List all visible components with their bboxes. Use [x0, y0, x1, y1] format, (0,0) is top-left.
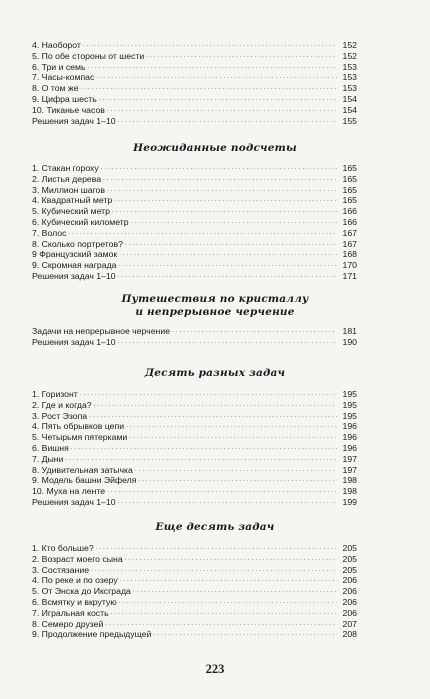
dot-leader [125, 421, 337, 432]
toc-entry [32, 271, 357, 282]
entry-title: 7. Игральная кость [32, 607, 109, 618]
toc-entry [32, 543, 357, 554]
entry-title: 8. Сколько портретов? [32, 238, 123, 249]
toc-entry [32, 337, 357, 348]
entry-page: 195 [342, 410, 357, 421]
toc-section-crystal-travel [32, 326, 357, 348]
entry-title: 1. Горизонт [32, 389, 78, 399]
entry-title: 2. Листья дерева [32, 173, 102, 184]
entry-title: 8. Семеро друзей [32, 618, 104, 629]
entry-page: 206 [342, 596, 357, 607]
entry-page: 196 [342, 432, 357, 443]
entry-title: 1. Кто больше? [32, 543, 94, 553]
entry-page: 205 [342, 553, 357, 564]
entry-title: 6. Три и семь [32, 61, 86, 72]
entry-page: 165 [342, 163, 357, 173]
dot-leader [79, 389, 337, 400]
entry-page: 208 [342, 629, 357, 640]
entry-title: 5. Кубический метр [32, 206, 110, 217]
dot-leader [64, 454, 337, 465]
dot-leader [67, 228, 337, 239]
dot-leader [118, 249, 337, 260]
entry-page: 196 [342, 421, 357, 432]
entry-page: 165 [342, 195, 357, 206]
entry-page: 199 [342, 496, 357, 507]
entry-title: 1. Стакан гороху [32, 163, 99, 173]
dot-leader [117, 260, 337, 271]
entry-page: 197 [342, 453, 357, 464]
dot-leader [117, 337, 337, 348]
dot-leader [117, 497, 337, 508]
dot-leader [93, 400, 337, 411]
entry-title: 9. Модель башни Эйфеля [32, 475, 137, 486]
toc-section-ten-more-problems [32, 543, 357, 640]
entry-page: 153 [342, 61, 357, 72]
dot-leader [130, 217, 337, 228]
entry-page: 206 [342, 575, 357, 586]
toc-entry [32, 586, 357, 597]
toc-entry [32, 443, 357, 454]
entry-title: 7. Часы-компас [32, 72, 95, 83]
toc-entry [32, 195, 357, 206]
toc-entry [32, 629, 357, 640]
dot-leader [95, 72, 337, 83]
section-heading: Неожиданные подсчеты [133, 142, 297, 154]
dot-leader [95, 543, 337, 554]
entry-title: 6. Всмятку и вкрутую [32, 596, 117, 607]
entry-title: 9. Цифра шесть [32, 93, 97, 104]
entry-title: 3. Состязание [32, 564, 90, 575]
toc-entry [32, 116, 357, 127]
dot-leader [111, 206, 337, 217]
entry-page: 181 [342, 326, 357, 336]
toc-entry [32, 486, 357, 497]
entry-title: 4. Пять обрывков цепи [32, 421, 125, 432]
toc-entry [32, 228, 357, 239]
entry-page: 167 [342, 227, 357, 238]
dot-leader [106, 185, 337, 196]
dot-leader [104, 619, 337, 630]
dot-leader [119, 575, 337, 586]
entry-page: 196 [342, 442, 357, 453]
entry-page: 152 [342, 40, 357, 50]
toc-entry [32, 163, 357, 174]
toc-section-continued [32, 40, 357, 126]
dot-leader [88, 411, 337, 422]
dot-leader [102, 174, 337, 185]
entry-title: 3. Миллион шагов [32, 184, 106, 195]
entry-title: 3. Рост Эзопа [32, 410, 88, 421]
toc-entry [32, 475, 357, 486]
dot-leader [106, 486, 337, 497]
entry-title: 10. Тиканье часов [32, 104, 105, 115]
entry-page: 152 [342, 50, 357, 61]
dot-leader [134, 465, 337, 476]
entry-page: 190 [342, 336, 357, 347]
dot-leader [152, 629, 337, 640]
entry-title: 8. О том же [32, 83, 79, 94]
toc-entry [32, 454, 357, 465]
toc-entry [32, 400, 357, 411]
toc-entry [32, 51, 357, 62]
entry-page: 205 [342, 543, 357, 553]
entry-page: 166 [342, 206, 357, 217]
entry-page: 198 [342, 486, 357, 497]
entry-title: 5. По обе стороны от шести [32, 50, 145, 61]
toc-entry [32, 432, 357, 443]
entry-page: 195 [342, 399, 357, 410]
entry-page: 170 [342, 260, 357, 271]
entry-page: 207 [342, 618, 357, 629]
entry-title: Решения задач 1–10 [32, 336, 116, 347]
toc-entry [32, 597, 357, 608]
entry-title: 4. Наоборот [32, 40, 81, 50]
dot-leader [82, 40, 337, 51]
entry-title: 7. Волос [32, 227, 67, 238]
entry-title: 5. Четырьмя пятерками [32, 432, 128, 443]
section-heading [0, 293, 430, 319]
entry-page: 166 [342, 216, 357, 227]
dot-leader [87, 62, 337, 73]
dot-leader [145, 51, 337, 62]
toc-entry [32, 565, 357, 576]
dot-leader [124, 239, 337, 250]
section-heading: Десять разных задач [144, 367, 286, 379]
entry-page: 153 [342, 72, 357, 83]
entry-title: 10. Муха на ленте [32, 486, 106, 497]
entry-title: 5. От Энска до Икcграда [32, 586, 131, 597]
dot-leader [80, 83, 337, 94]
dot-leader [90, 565, 337, 576]
toc-entry [32, 174, 357, 185]
entry-page: 165 [342, 173, 357, 184]
toc-entry [32, 619, 357, 630]
toc-entry [32, 206, 357, 217]
dot-leader [117, 271, 337, 282]
toc-entry [32, 185, 357, 196]
entry-title: 2. Возраст моего сына [32, 553, 123, 564]
toc-entry [32, 260, 357, 271]
toc-entry [32, 465, 357, 476]
entry-title: 7. Дыни [32, 453, 64, 464]
entry-title: Решения задач 1–10 [32, 115, 116, 126]
entry-page: 154 [342, 104, 357, 115]
toc-entry [32, 497, 357, 508]
dot-leader [70, 443, 337, 454]
toc-entry [32, 239, 357, 250]
entry-title: Решения задач 1–10 [32, 496, 116, 507]
entry-title: Решения задач 1–10 [32, 270, 116, 281]
dot-leader [113, 195, 337, 206]
entry-page: 206 [342, 607, 357, 618]
dot-leader [137, 475, 337, 486]
toc-entry [32, 62, 357, 73]
toc-entry [32, 411, 357, 422]
toc-entry [32, 94, 357, 105]
dot-leader [110, 608, 337, 619]
section-heading-line: Путешествия по кристаллу [121, 293, 309, 305]
toc-entry [32, 105, 357, 116]
entry-page: 168 [342, 249, 357, 260]
entry-title: 2. Где и когда? [32, 399, 92, 410]
toc-entry [32, 389, 357, 400]
entry-page: 197 [342, 464, 357, 475]
entry-title: 6. Кубический километр [32, 216, 129, 227]
dot-leader [100, 163, 337, 174]
toc-entry [32, 217, 357, 228]
entry-page: 155 [342, 115, 357, 126]
dot-leader [171, 326, 337, 337]
toc-entry [32, 83, 357, 94]
dot-leader [106, 105, 337, 116]
entry-page: 153 [342, 83, 357, 94]
entry-page: 198 [342, 475, 357, 486]
entry-page: 205 [342, 564, 357, 575]
toc-entry [32, 421, 357, 432]
entry-page: 165 [342, 184, 357, 195]
toc-section-unexpected-counts [32, 163, 357, 282]
toc-entry [32, 40, 357, 51]
section-heading: Еще десять задач [155, 521, 275, 533]
toc-entry [32, 326, 357, 337]
entry-page: 154 [342, 93, 357, 104]
dot-leader [98, 94, 337, 105]
entry-page: 195 [342, 389, 357, 399]
toc-entry [32, 575, 357, 586]
dot-leader [128, 432, 337, 443]
toc-entry [32, 72, 357, 83]
entry-page: 206 [342, 586, 357, 597]
section-heading-line: и непрерывное черчение [135, 306, 295, 318]
entry-page: 171 [342, 270, 357, 281]
dot-leader [118, 597, 337, 608]
entry-title: 4. По реке и по озеру [32, 575, 118, 586]
page-number: 223 [205, 662, 225, 676]
entry-title: 4. Квадратный метр [32, 195, 113, 206]
entry-page: 167 [342, 238, 357, 249]
entry-title: 6. Вишня [32, 442, 69, 453]
entry-title: 9. Скромная награда [32, 260, 117, 271]
entry-title: 9. Продолжение предыдущей [32, 629, 152, 640]
entry-title: Задачи на непрерывное черчение [32, 326, 171, 336]
toc-entry [32, 554, 357, 565]
dot-leader [132, 586, 337, 597]
dot-leader [124, 554, 337, 565]
toc-entry [32, 608, 357, 619]
dot-leader [117, 116, 337, 127]
toc-section-ten-problems [32, 389, 357, 508]
entry-title: 9 Французский замок [32, 249, 118, 260]
entry-title: 8. Удивительная затычка [32, 464, 133, 475]
toc-entry [32, 249, 357, 260]
